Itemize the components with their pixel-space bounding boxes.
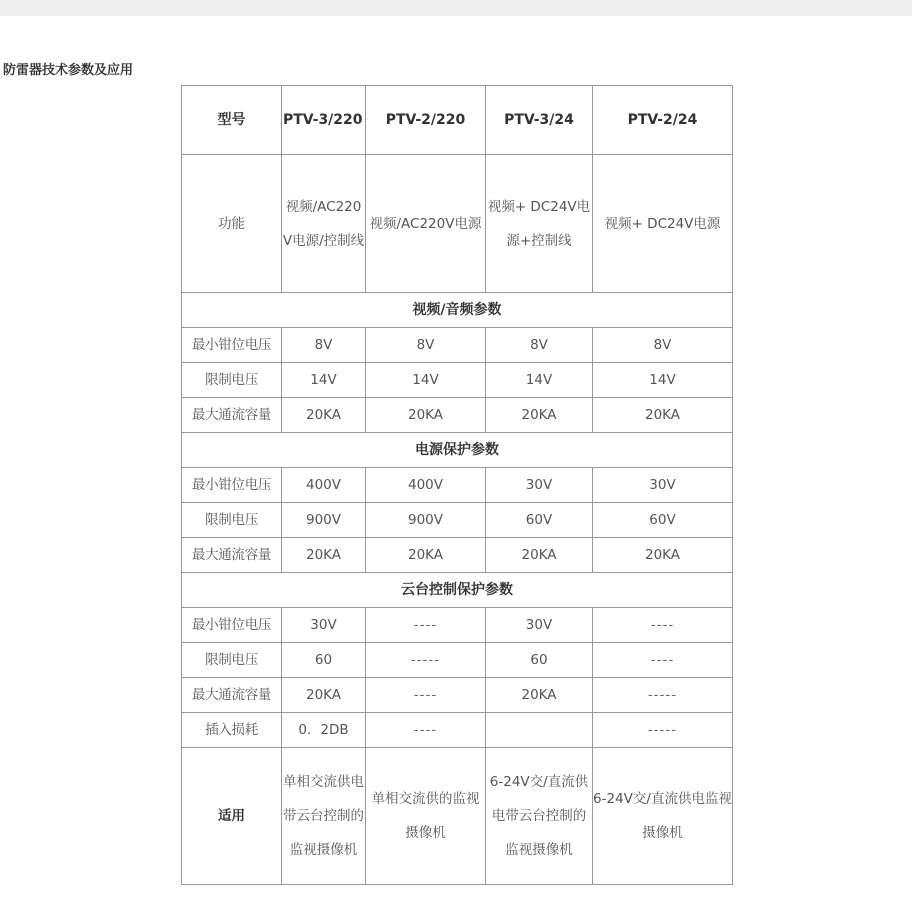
table-cell: 20KA [366,538,486,573]
application-row [182,748,733,885]
function-cell: 视频+ DC24V电源 [593,155,733,293]
table-cell: 8V [486,328,593,363]
table-cell: 900V [366,503,486,538]
row-label: 最大通流容量 [182,538,282,573]
page-title: 防雷器技术参数及应用 [3,63,134,78]
section-header-row [182,293,733,328]
row-label: 最小钳位电压 [182,328,282,363]
table-cell: 20KA [282,398,366,433]
function-cell: 视频+ DC24V电源+控制线 [486,155,593,293]
model-header: PTV-3/220 [282,86,366,155]
table-cell: 20KA [593,398,733,433]
table-cell: ---- [366,678,486,713]
section-title: 电源保护参数 [182,433,733,468]
row-label: 插入损耗 [182,713,282,748]
table-cell: ---- [366,713,486,748]
table-cell: 20KA [486,398,593,433]
function-cell: 视频/AC220V电源/控制线 [282,155,366,293]
table-cell: 60 [486,643,593,678]
section-title: 视频/音频参数 [182,293,733,328]
table-row [182,503,733,538]
application-cell: 单相交流供的监视摄像机 [366,748,486,885]
section-header-row [182,433,733,468]
model-header: PTV-2/220 [366,86,486,155]
function-row [182,155,733,293]
table-cell: 60V [486,503,593,538]
top-bar [0,0,912,16]
table-cell: ---- [366,608,486,643]
table-cell: ---- [593,608,733,643]
table-cell: 8V [593,328,733,363]
table-row [182,643,733,678]
row-label: 限制电压 [182,503,282,538]
function-label: 功能 [182,155,282,293]
application-cell: 6-24V交/直流供电监视摄像机 [593,748,733,885]
table-row [182,328,733,363]
header-row [182,86,733,155]
model-header: PTV-2/24 [593,86,733,155]
table-cell: 8V [366,328,486,363]
row-label: 最小钳位电压 [182,608,282,643]
row-label: 最大通流容量 [182,678,282,713]
row-label: 最小钳位电压 [182,468,282,503]
table-cell: 20KA [282,678,366,713]
table-cell: 20KA [486,678,593,713]
table-row [182,538,733,573]
table-row [182,363,733,398]
section-header-row [182,573,733,608]
table-row [182,713,733,748]
table-cell: 20KA [282,538,366,573]
table-cell: 20KA [593,538,733,573]
header-label: 型号 [182,86,282,155]
model-header: PTV-3/24 [486,86,593,155]
table-cell: 30V [593,468,733,503]
application-cell: 单相交流供电带云台控制的监视摄像机 [282,748,366,885]
table-cell: 60 [282,643,366,678]
table-row [182,398,733,433]
row-label: 限制电压 [182,643,282,678]
table-cell: 30V [486,608,593,643]
table-cell: ----- [593,713,733,748]
table-cell: 14V [486,363,593,398]
row-label: 限制电压 [182,363,282,398]
application-label: 适用 [182,748,282,885]
table-row [182,678,733,713]
table-cell: ---- [593,643,733,678]
table-row [182,608,733,643]
section-title: 云台控制保护参数 [182,573,733,608]
table-cell: 14V [282,363,366,398]
table-cell: 60V [593,503,733,538]
table-cell: 14V [593,363,733,398]
table-cell: 30V [486,468,593,503]
table-cell: 8V [282,328,366,363]
row-label: 最大通流容量 [182,398,282,433]
table-cell: 20KA [366,398,486,433]
function-cell: 视频/AC220V电源 [366,155,486,293]
table-cell: ----- [366,643,486,678]
table-cell: 20KA [486,538,593,573]
table-cell: 30V [282,608,366,643]
spec-table [181,85,733,885]
table-cell: 14V [366,363,486,398]
table-cell: 0．2DB [282,713,366,748]
table-cell: 400V [282,468,366,503]
table-cell: 900V [282,503,366,538]
table-cell [486,713,593,748]
table-cell: 400V [366,468,486,503]
table-cell: ----- [593,678,733,713]
application-cell: 6-24V交/直流供电带云台控制的监视摄像机 [486,748,593,885]
table-row [182,468,733,503]
